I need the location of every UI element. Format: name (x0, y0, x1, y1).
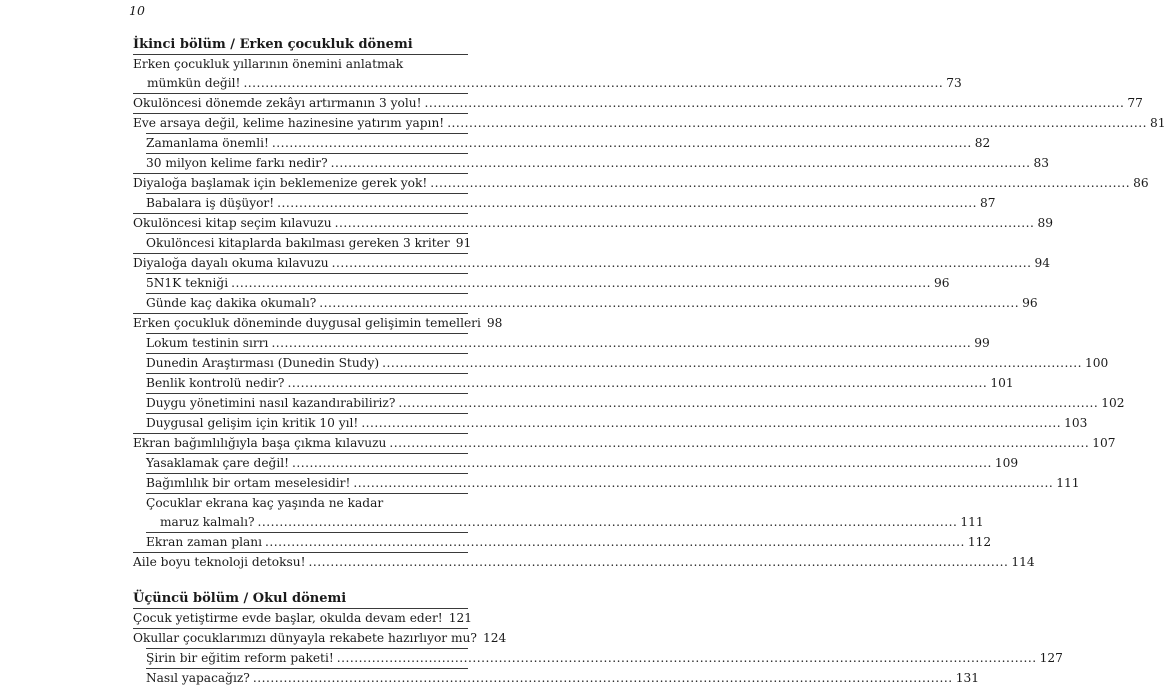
dot-leader (253, 669, 953, 688)
toc-entry (133, 628, 507, 648)
entry-page-number: 107 (1092, 436, 1116, 450)
dot-leader (331, 154, 1031, 173)
toc-subentry (146, 493, 984, 532)
entry-page-number: 99 (974, 336, 990, 350)
entry-title: Lokum testinin sırrı (146, 336, 269, 350)
dot-leader (389, 434, 1089, 453)
toc-subentry (146, 393, 1125, 413)
entry-page-number: 124 (482, 631, 507, 645)
dot-leader (258, 513, 958, 532)
entry-page-number: 94 (1034, 256, 1050, 270)
entry-title: Ekran bağımlılığıyla başa çıkma kılavuzu (133, 436, 387, 450)
dot-leader (243, 74, 943, 93)
toc-subentry (146, 453, 1019, 473)
dot-leader (447, 114, 1147, 133)
toc-subentry (146, 133, 991, 153)
dot-leader (319, 294, 1019, 313)
entry-title: Duygusal gelişim için kritik 10 yıl! (146, 416, 359, 430)
entry-title: Okulöncesi dönemde zekâyı artırmanın 3 yolu! (133, 96, 422, 110)
dot-leader (332, 254, 1032, 273)
entry-page-number: 101 (990, 376, 1014, 390)
dot-leader (271, 334, 971, 353)
entry-page-number: 112 (967, 535, 992, 549)
dot-leader (287, 374, 987, 393)
dot-leader (398, 394, 1098, 413)
entry-title: Eve arsaya değil, kelime hazinesine yatırım yapın! (133, 116, 445, 130)
entry-title: Aile boyu teknoloji detoksu! (133, 555, 306, 569)
entry-page-number: 121 (448, 611, 472, 625)
toc-entry (133, 433, 1116, 453)
entry-title: Diyaloğa başlamak için beklemenize gerek yok! (133, 176, 428, 190)
entry-title: Yasaklamak çare değil! (146, 456, 290, 470)
entry-title: 30 milyon kelime farkı nedir? (146, 156, 328, 170)
entry-page-number: 103 (1064, 416, 1088, 430)
entry-page-number: 89 (1037, 216, 1053, 230)
table-of-contents (133, 36, 1166, 688)
entry-title: Şirin bir eğitim reform paketi! (146, 651, 334, 665)
entry-page-number: 96 (933, 276, 950, 290)
section-title: İkinci bölüm / Erken çocukluk dönemi (133, 37, 413, 52)
entry-page-number: 111 (1056, 476, 1080, 490)
toc-subentry (146, 413, 1088, 433)
toc-entry (133, 93, 1143, 113)
entry-title: mümkün değil! (147, 76, 241, 90)
dot-leader (382, 354, 1082, 373)
entry-page-number: 96 (1022, 296, 1038, 310)
toc-entry (133, 253, 1050, 273)
entry-page-number: 86 (1133, 176, 1149, 190)
page-number: 10 (129, 3, 145, 18)
entry-page-number: 109 (994, 456, 1019, 470)
entry-title: Duygu yönetimini nasıl kazandırabiliriz? (146, 396, 396, 410)
dot-leader (337, 649, 1037, 668)
dot-leader (231, 274, 931, 293)
toc-entry (133, 173, 1149, 193)
entry-title: Dunedin Araştırması (Dunedin Study) (146, 356, 380, 370)
entry-page-number: 111 (960, 515, 984, 529)
entry-title: Okulöncesi kitap seçim kılavuzu (133, 216, 332, 230)
entry-title: Zamanlama önemli! (146, 136, 269, 150)
toc-subentry (146, 333, 990, 353)
toc-entry (133, 113, 1166, 133)
toc-subentry (146, 353, 1109, 373)
toc-entry (133, 552, 1035, 572)
entry-title: 5N1K tekniği (146, 276, 229, 290)
dot-leader (430, 174, 1130, 193)
entry-title: Erken çocukluk yıllarının önemini anlatmak (133, 57, 404, 71)
entry-page-number: 100 (1084, 356, 1109, 370)
dot-leader (424, 94, 1124, 113)
section-title: Üçüncü bölüm / Okul dönemi (133, 591, 347, 606)
toc-subentry (146, 473, 1080, 493)
toc-subentry (146, 293, 1038, 313)
dot-leader (265, 533, 965, 552)
toc-subentry (146, 233, 472, 253)
dot-leader (353, 474, 1053, 493)
entry-page-number: 91 (455, 236, 472, 250)
entry-title: maruz kalmalı? (160, 515, 255, 529)
toc-subentry (146, 153, 1049, 173)
toc-entry (133, 54, 962, 93)
dot-leader (361, 414, 1061, 433)
entry-title: Okulöncesi kitaplarda bakılması gereken 3 kriter (146, 236, 450, 250)
entry-page-number: 82 (974, 136, 991, 150)
toc-entry (133, 608, 472, 628)
toc-subentry (146, 193, 996, 213)
entry-page-number: 81 (1150, 116, 1166, 130)
entry-title: Okullar çocuklarımızı dünyayla rekabete hazırlıyor mu? (133, 631, 477, 645)
entry-title: Benlik kontrolü nedir? (146, 376, 285, 390)
entry-title: Ekran zaman planı (146, 535, 263, 549)
entry-title: Nasıl yapacağız? (146, 671, 250, 685)
toc-subentry (146, 273, 950, 293)
toc-subentry (146, 532, 992, 552)
entry-title: Diyaloğa dayalı okuma kılavuzu (133, 256, 329, 270)
entry-title: Çocuklar ekrana kaç yaşında ne kadar (146, 496, 384, 510)
toc-subentry (146, 373, 1014, 393)
entry-title: Babalara iş düşüyor! (146, 196, 275, 210)
dot-leader (292, 454, 992, 473)
entry-page-number: 77 (1127, 96, 1143, 110)
dot-leader (272, 134, 972, 153)
entry-title: Günde kaç dakika okumalı? (146, 296, 317, 310)
toc-subentry (146, 668, 979, 688)
entry-page-number: 73 (946, 76, 962, 90)
entry-page-number: 87 (980, 196, 996, 210)
entry-title: Bağımlılık bir ortam meselesidir! (146, 476, 351, 490)
entry-title: Çocuk yetiştirme evde başlar, okulda devam eder! (133, 611, 443, 625)
entry-page-number: 98 (486, 316, 503, 330)
entry-page-number: 83 (1033, 156, 1049, 170)
toc-subentry (146, 648, 1063, 668)
entry-page-number: 114 (1011, 555, 1035, 569)
entry-page-number: 127 (1039, 651, 1063, 665)
dot-leader (277, 194, 977, 213)
entry-title: Erken çocukluk döneminde duygusal gelişimin temelleri (133, 316, 481, 330)
dot-leader (309, 553, 1009, 572)
toc-entry (133, 313, 503, 333)
toc-entry (133, 213, 1053, 233)
entry-page-number: 102 (1101, 396, 1125, 410)
entry-page-number: 131 (955, 671, 979, 685)
dot-leader (335, 214, 1035, 233)
